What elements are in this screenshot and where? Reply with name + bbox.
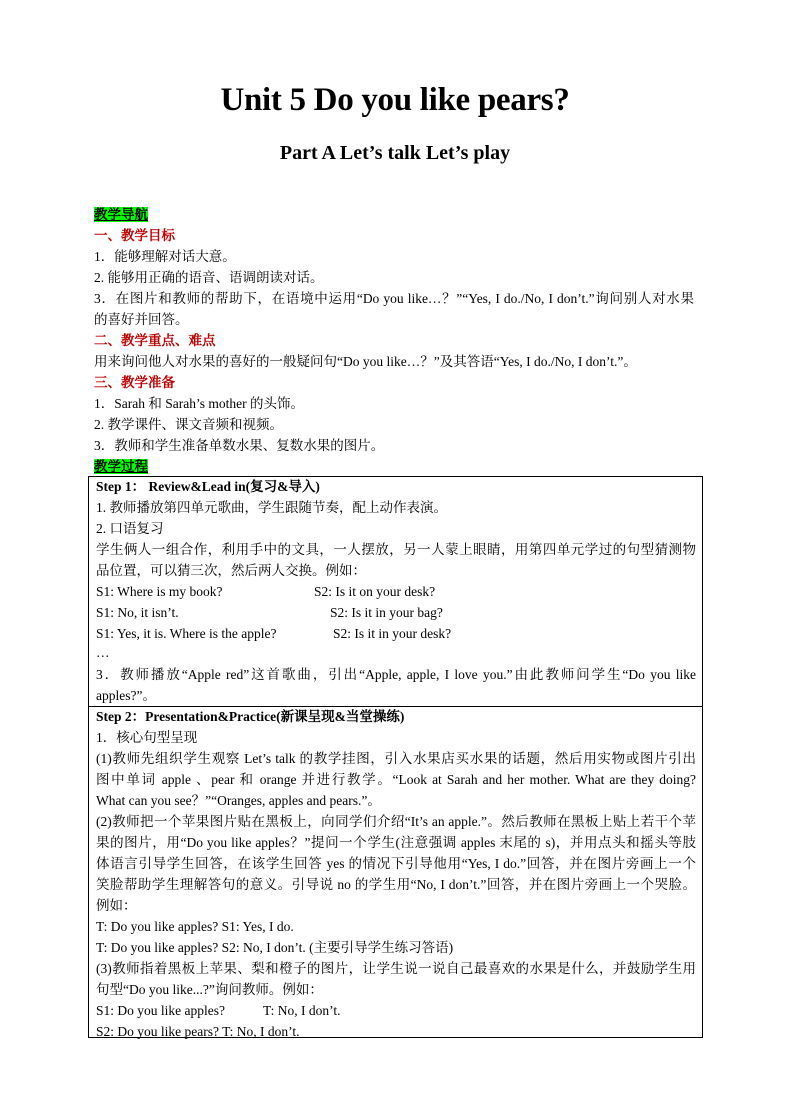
step2-line-13: 句型“Do you like...?”询问教师。例如： — [96, 982, 323, 997]
step1-line-3: 学生俩人一组合作，利用手中的文具，一人摆放，另一人蒙上眼睛，用第四单元学过的句型猜测物 — [96, 542, 696, 557]
dialogue-ellipsis: … — [96, 645, 110, 660]
objective-3-cont: 的喜好并回答。 — [94, 312, 189, 327]
step2-line-2: (1)教师先组织学生观察 Let’s talk 的教学挂图，引入水果店买水果的话题，然后用实物或图片引出 — [96, 751, 696, 766]
step2-line-15: S2: Do you like pears? T: No, I don’t. — [96, 1024, 300, 1039]
step2-line-10: T: Do you like apples? S1: Yes, I do. — [96, 919, 294, 934]
step2-dialogue-1-t: T: No, I don’t. — [263, 1003, 341, 1018]
step2-line-5: (2)教师把一个苹果图片贴在黑板上，向同学们介绍“It’s an apple.”。然后教师在黑板上贴上若干个苹 — [96, 814, 696, 829]
dialogue-3-s2: S2: Is it in your desk? — [333, 626, 452, 641]
step2-line-11: T: Do you like apples? S2: No, I don’t. (主要引导学生练习答语) — [96, 940, 454, 955]
keypoints-text: 用来询问他人对水果的喜好的一般疑问句“Do you like…？”及其答语“Yes, I do./No, I don’t.”。 — [94, 354, 637, 369]
step1-line-4: 品位置，可以猜三次，然后两人交换。例如： — [96, 563, 366, 578]
dialogue-1-s2: S2: Is it on your desk? — [314, 584, 436, 599]
step1-heading: Step 1： Review&Lead in(复习&导入) — [96, 479, 320, 494]
step2-line-9: 例如： — [96, 898, 137, 913]
guide-heading: 教学导航 — [94, 207, 148, 222]
dialogue-row-3 — [96, 624, 452, 645]
step2-line-6: 果的图片，用“Do you like apples？”提问一个学生(注意强调 apples 末尾的 s)，并用点头和摇头等肢 — [96, 835, 696, 850]
step1-line-6: apples?”。 — [96, 688, 156, 703]
prep-3: 3．教师和学生准备单数水果、复数水果的图片。 — [94, 438, 385, 453]
step2-dialogue-1 — [96, 1001, 341, 1022]
objectives-heading: 一、教学目标 — [94, 228, 175, 243]
step2-line-8: 笑脸帮助学生理解答句的意义。引导说 no 的学生用“No, I don’t.”回答，并在图片旁画上一个哭脸。 — [96, 877, 696, 892]
process-heading: 教学过程 — [94, 459, 148, 474]
objective-2: 2. 能够用正确的语音、语调朗读对话。 — [94, 270, 324, 285]
step1-box — [88, 476, 703, 707]
objective-1: 1．能够理解对话大意。 — [94, 249, 236, 264]
dialogue-row-1 — [96, 582, 436, 603]
step2-line-1: 1．核心句型呈现 — [96, 730, 198, 745]
dialogue-2-s1: S1: No, it isn’t. — [96, 605, 179, 620]
step2-heading: Step 2：Presentation&Practice(新课呈现&当堂操练) — [96, 709, 405, 724]
prep-2: 2. 教学课件、课文音频和视频。 — [94, 417, 283, 432]
prep-1: 1．Sarah 和 Sarah’s mother 的头饰。 — [94, 396, 304, 411]
dialogue-row-2 — [96, 603, 443, 624]
page-subtitle: Part A Let’s talk Let’s play — [279, 142, 511, 164]
step2-line-4: What can you see？”“Oranges, apples and pears.”。 — [96, 793, 381, 808]
page-title: Unit 5 Do you like pears? — [220, 82, 570, 118]
step2-line-7: 体语言引导学生回答，在该学生回答 yes 的情况下引导他用“Yes, I do.”回答，并在图片旁画上一个 — [96, 856, 696, 871]
step1-line-1: 1. 教师播放第四单元歌曲，学生跟随节奏，配上动作表演。 — [96, 500, 447, 515]
prep-heading: 三、教学准备 — [94, 375, 175, 390]
keypoints-heading: 二、教学重点、难点 — [94, 333, 216, 348]
step2-line-3: 图中单词 apple 、pear 和 orange 并进行教学。“Look at Sarah and her mother. What are they doing? — [96, 772, 696, 787]
dialogue-1-s1: S1: Where is my book? — [96, 584, 223, 599]
step2-line-12: (3)教师指着黑板上苹果、梨和橙子的图片，让学生说一说自己最喜欢的水果是什么，并鼓励学生用 — [96, 961, 696, 976]
step1-line-5: 3．教师播放“Apple red”这首歌曲，引出“Apple, apple, I love you.”由此教师问学生“Do you like — [96, 667, 696, 682]
objective-3: 3．在图片和教师的帮助下，在语境中运用“Do you like…？”“Yes, I do./No, I don’t.”询问别人对水果 — [94, 291, 694, 306]
step2-box — [88, 707, 703, 1038]
step2-dialogue-1-s1: S1: Do you like apples? — [96, 1003, 225, 1018]
step1-line-2: 2. 口语复习 — [96, 521, 164, 536]
dialogue-2-s2: S2: Is it in your bag? — [330, 605, 443, 620]
dialogue-3-s1: S1: Yes, it is. Where is the apple? — [96, 626, 277, 641]
